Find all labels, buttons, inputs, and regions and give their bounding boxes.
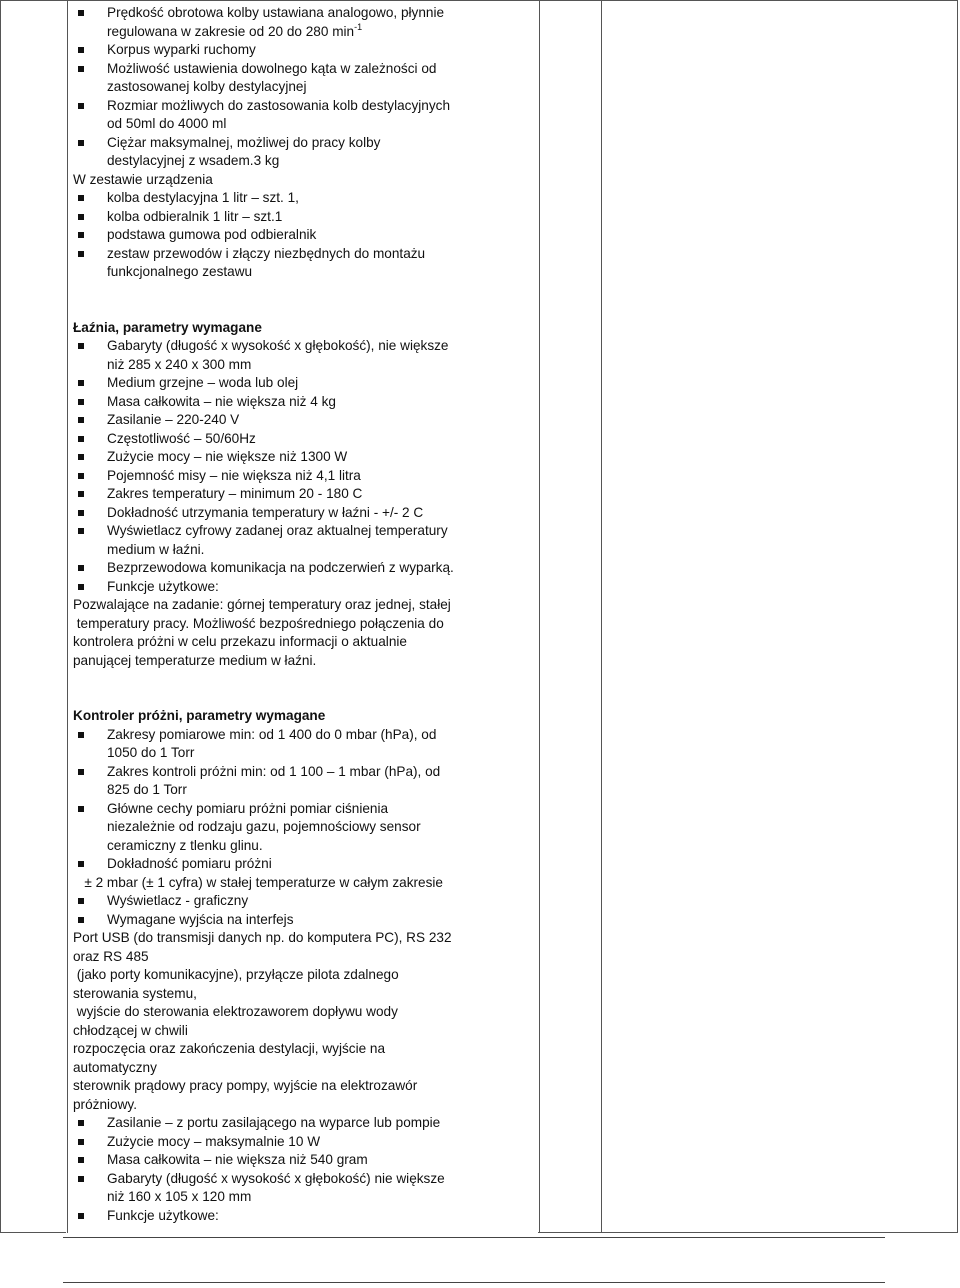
line-text: Wyświetlacz - graficzny — [107, 893, 249, 908]
line-text: ceramiczny z tlenku glinu. — [107, 837, 263, 853]
line-text: 825 do 1 Torr — [107, 782, 187, 797]
line-text: destylacyjnej z wsadem.3 kg — [107, 153, 280, 168]
bullet-item-continuation — [73, 818, 533, 837]
cell-bottom-border — [538, 1232, 958, 1233]
spec-content — [73, 4, 533, 1225]
bullet-item — [73, 134, 533, 153]
rotary-evaporator-spec — [73, 4, 533, 282]
line-text: od 50ml do 4000 ml — [107, 116, 227, 131]
bullet-item — [73, 504, 533, 523]
line-text: Ciężar maksymalnej, możliwej do pracy kolby — [107, 134, 381, 150]
bullet-item-continuation — [73, 263, 533, 282]
line-text: Zasilanie – z portu zasilającego na wyparce lub pompie — [107, 1115, 441, 1130]
bullet-item — [73, 208, 533, 227]
text-line — [73, 1077, 533, 1096]
square-bullet-icon — [78, 232, 84, 238]
vacuum-controller-spec — [73, 726, 533, 1226]
bullet-item — [73, 1207, 533, 1226]
square-bullet-icon — [78, 565, 84, 571]
line-text: Zakresy pomiarowe min: od 1 400 do 0 mbar (hPa), od — [107, 726, 437, 742]
line-text: zastosowanej kolby destylacyjnej — [107, 79, 307, 94]
bullet-item — [73, 800, 533, 819]
bullet-item — [73, 485, 533, 504]
bullet-item — [73, 448, 533, 467]
line-text: Wymagane wyjścia na interfejs — [107, 911, 294, 927]
line-text: Zakres kontroli próżni min: od 1 100 – 1 mbar (hPa), od — [107, 763, 441, 779]
line-text: Funkcje użytkowe: — [107, 578, 219, 594]
bullet-item — [73, 245, 533, 264]
square-bullet-icon — [78, 1213, 84, 1219]
column-divider — [539, 1, 540, 1233]
line-text: W zestawie urządzenia — [73, 171, 213, 187]
square-bullet-icon — [78, 343, 84, 349]
bullet-item-continuation — [73, 1188, 533, 1207]
square-bullet-icon — [78, 1120, 84, 1126]
line-text: kolba destylacyjna 1 litr – szt. 1, — [107, 190, 299, 205]
line-text: Zużycie mocy – nie większe niż 1300 W — [107, 449, 348, 464]
line-text: próżniowy. — [73, 1096, 137, 1112]
bullet-item — [73, 763, 533, 782]
line-text: Zakres temperatury – minimum 20 - 180 C — [107, 486, 363, 501]
square-bullet-icon — [78, 584, 84, 590]
square-bullet-icon — [78, 473, 84, 479]
square-bullet-icon — [78, 436, 84, 442]
bullet-item — [73, 189, 533, 208]
bullet-item — [73, 97, 533, 116]
bullet-item-continuation — [73, 23, 533, 42]
line-text: Medium grzejne – woda lub olej — [107, 375, 299, 390]
line-text: 1050 do 1 Torr — [107, 745, 195, 760]
bullet-item — [73, 522, 533, 541]
bullet-item — [73, 1133, 533, 1152]
bullet-item — [73, 855, 533, 874]
text-line — [73, 948, 533, 967]
square-bullet-icon — [78, 806, 84, 812]
line-text: Gabaryty (długość x wysokość x głębokość) nie większe — [107, 1170, 445, 1186]
line-text: Gabaryty (długość x wysokość x głębokość), nie większe — [107, 338, 449, 353]
separator-line — [63, 1282, 885, 1283]
line-text: Dokładność pomiaru próżni — [107, 856, 272, 871]
text-line — [73, 615, 533, 634]
square-bullet-icon — [78, 195, 84, 201]
line-text: Port USB (do transmisji danych np. do komputera PC), RS 232 — [73, 930, 452, 945]
line-text: Zużycie mocy – maksymalnie 10 W — [107, 1133, 321, 1149]
square-bullet-icon — [78, 47, 84, 53]
bullet-item-continuation — [73, 356, 533, 375]
text-line — [73, 1040, 533, 1059]
square-bullet-icon — [78, 491, 84, 497]
square-bullet-icon — [78, 103, 84, 109]
line-text: panującej temperaturze medium w łaźni. — [73, 652, 317, 668]
text-line — [73, 1003, 533, 1022]
line-text: kontrolera próżni w celu przekazu informacji o aktualnie — [73, 634, 407, 649]
bullet-item — [73, 726, 533, 745]
bullet-item — [73, 1151, 533, 1170]
line-text: regulowana w zakresie od 20 do 280 min — [107, 23, 355, 39]
bullet-item — [73, 226, 533, 245]
square-bullet-icon — [78, 214, 84, 220]
line-text: Rozmiar możliwych do zastosowania kolb destylacyjnych — [107, 97, 451, 113]
line-text: Wyświetlacz cyfrowy zadanej oraz aktualnej temperatury — [107, 523, 448, 538]
bullet-item — [73, 411, 533, 430]
square-bullet-icon — [78, 251, 84, 257]
line-text: niż 160 x 105 x 120 mm — [107, 1189, 252, 1204]
square-bullet-icon — [78, 380, 84, 386]
bullet-item — [73, 374, 533, 393]
bullet-item — [73, 578, 533, 597]
bullet-item-continuation — [73, 744, 533, 763]
line-text: niż 285 x 240 x 300 mm — [107, 356, 252, 372]
bath-spec — [73, 337, 533, 670]
bullet-item — [73, 393, 533, 412]
line-text: Korpus wyparki ruchomy — [107, 42, 256, 57]
vacuum-controller-heading: Kontroler próżni, parametry wymagane — [73, 708, 326, 723]
text-line — [73, 633, 533, 652]
square-bullet-icon — [78, 140, 84, 146]
line-text: Częstotliwość – 50/60Hz — [107, 430, 256, 446]
column-divider — [601, 1, 602, 1233]
text-line — [73, 1022, 533, 1041]
square-bullet-icon — [78, 861, 84, 867]
line-text: Dokładność utrzymania temperatury w łaźni - +/- 2 C — [107, 504, 424, 520]
text-line — [73, 985, 533, 1004]
bullet-item-continuation — [73, 781, 533, 800]
text-line — [73, 929, 533, 948]
square-bullet-icon — [78, 917, 84, 923]
line-text: (jako porty komunikacyjne), przyłącze pilota zdalnego — [73, 967, 399, 982]
line-text: Zasilanie – 220-240 V — [107, 412, 240, 427]
line-text: zestaw przewodów i złączy niezbędnych do montażu — [107, 245, 426, 261]
bullet-item — [73, 1114, 533, 1133]
bullet-item-continuation — [73, 115, 533, 134]
bullet-item — [73, 41, 533, 60]
bullet-item — [73, 60, 533, 79]
text-line — [73, 652, 533, 671]
separator-line — [63, 1237, 885, 1238]
line-text: Bezprzewodowa komunikacja na podczerwień z wyparką. — [107, 560, 454, 575]
square-bullet-icon — [78, 769, 84, 775]
line-text: Prędkość obrotowa kolby ustawiana analogowo, płynnie — [107, 5, 445, 20]
bullet-item-continuation — [73, 541, 533, 560]
square-bullet-icon — [78, 10, 84, 16]
line-text: Możliwość ustawienia dowolnego kąta w zależności od — [107, 60, 437, 76]
line-text: chłodzącej w chwili — [73, 1022, 188, 1038]
square-bullet-icon — [78, 1139, 84, 1145]
bullet-item — [73, 467, 533, 486]
square-bullet-icon — [78, 1157, 84, 1163]
line-text: sterownik prądowy pracy pompy, wyjście na elektrozawór — [73, 1078, 418, 1093]
square-bullet-icon — [78, 417, 84, 423]
line-text: oraz RS 485 — [73, 948, 149, 964]
line-text: Masa całkowita – nie większa niż 540 gram — [107, 1152, 368, 1167]
superscript: -1 — [354, 21, 363, 32]
bullet-item-continuation — [73, 78, 533, 97]
bath-heading: Łaźnia, parametry wymagane — [73, 319, 262, 335]
bullet-item — [73, 892, 533, 911]
square-bullet-icon — [78, 732, 84, 738]
bullet-item — [73, 911, 533, 930]
square-bullet-icon — [78, 898, 84, 904]
column-divider — [67, 1, 68, 1233]
square-bullet-icon — [78, 66, 84, 72]
line-text: temperatury pracy. Możliwość bezpośredniego połączenia do — [73, 615, 444, 631]
line-text: wyjście do sterowania elektrozaworem dopływu wody — [73, 1004, 398, 1019]
text-line — [73, 966, 533, 985]
bullet-item — [73, 337, 533, 356]
line-text: Pojemność misy – nie większa niż 4,1 litra — [107, 467, 361, 483]
line-text: kolba odbieralnik 1 litr – szt.1 — [107, 208, 283, 224]
line-text: niezależnie od rodzaju gazu, pojemnościowy sensor — [107, 819, 421, 834]
text-line — [73, 171, 533, 190]
square-bullet-icon — [78, 454, 84, 460]
square-bullet-icon — [78, 1176, 84, 1182]
bullet-item — [73, 559, 533, 578]
square-bullet-icon — [78, 528, 84, 534]
line-text: medium w łaźni. — [107, 541, 205, 557]
line-text: Pozwalające na zadanie: górnej temperatury oraz jednej, stałej — [73, 597, 451, 612]
cell-bottom-border — [0, 1232, 66, 1233]
line-text: Funkcje użytkowe: — [107, 1207, 219, 1223]
bullet-item — [73, 4, 533, 23]
bullet-item-continuation — [73, 837, 533, 856]
line-text: Masa całkowita – nie większa niż 4 kg — [107, 393, 336, 409]
line-text: podstawa gumowa pod odbieralnik — [107, 227, 317, 242]
bullet-item — [73, 430, 533, 449]
line-text: rozpoczęcia oraz zakończenia destylacji, wyjście na — [73, 1041, 386, 1056]
text-line — [73, 596, 533, 615]
square-bullet-icon — [78, 399, 84, 405]
bullet-item — [73, 1170, 533, 1189]
square-bullet-icon — [78, 510, 84, 516]
text-line — [73, 1096, 533, 1115]
line-text: sterowania systemu, — [73, 985, 197, 1001]
line-text: ± 2 mbar (± 1 cyfra) w stałej temperaturze w całym zakresie — [73, 874, 443, 890]
text-line — [73, 1059, 533, 1078]
text-line — [73, 874, 533, 893]
line-text: Główne cechy pomiaru próżni pomiar ciśnienia — [107, 800, 389, 816]
line-text: automatyczny — [73, 1059, 157, 1075]
line-text: funkcjonalnego zestawu — [107, 264, 253, 279]
bullet-item-continuation — [73, 152, 533, 171]
